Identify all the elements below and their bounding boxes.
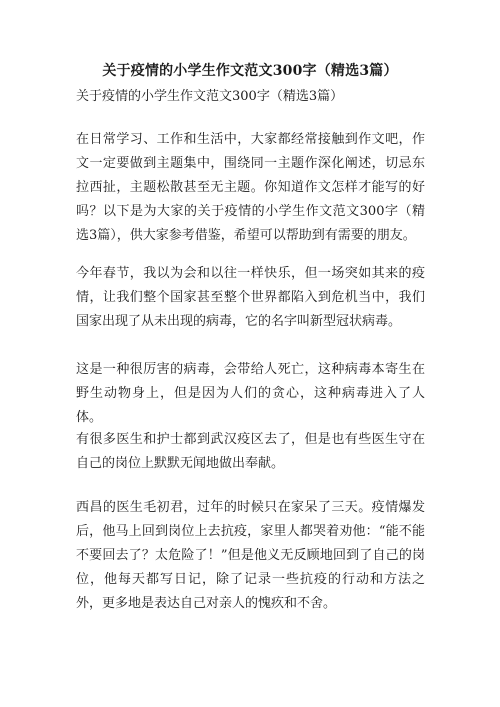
paragraph-spring-festival: 今年春节，我以为会和以往一样快乐，但一场突如其来的疫情，让我们整个国家甚至整个世界都陷入到危机当中，我们国家出现了从未出现的病毒，它的名字叫新型冠状病毒。 <box>76 266 425 329</box>
paragraph-intro: 在日常学习、工作和生活中，大家都经常接触到作文吧，作文一定要做到主题集中，围绕同一主题作深化阐述，切忌东拉西扯，主题松散甚至无主题。你知道作文怎样才能写的好吗？以下是为大家的关于疫情的小学生作文范文300字（精选3篇），供大家参考借鉴，希望可以帮助到有需要的朋友。 <box>76 132 425 243</box>
paragraph-virus: 这是一种很厉害的病毒，会带给人死亡，这种病毒本寄生在野生动物身上，但是因为人们的贪心，这种病毒进入了人体。 <box>76 362 425 425</box>
document-subtitle: 关于疫情的小学生作文范文300字（精选3篇） <box>76 89 344 104</box>
document-title: 关于疫情的小学生作文范文300字（精选3篇） <box>102 63 398 79</box>
paragraph-doctors: 有很多医生和护士都到武汉疫区去了，但是也有些医生守在自己的岗位上默默无闻地做出奉献。 <box>76 432 425 471</box>
paragraph-doctor-mao: 西昌的医生毛初君，过年的时候只在家呆了三天。疫情爆发后，他马上回到岗位上去抗疫，家里人都哭着劝他：“能不能不要回去了？太危险了！”但是他义无反顾地回到了自己的岗位，他每天都写日记，除了记录一些抗疫的行动和方法之外，更多地是表达自己对亲人的愧疚和不舍。 <box>76 500 425 611</box>
